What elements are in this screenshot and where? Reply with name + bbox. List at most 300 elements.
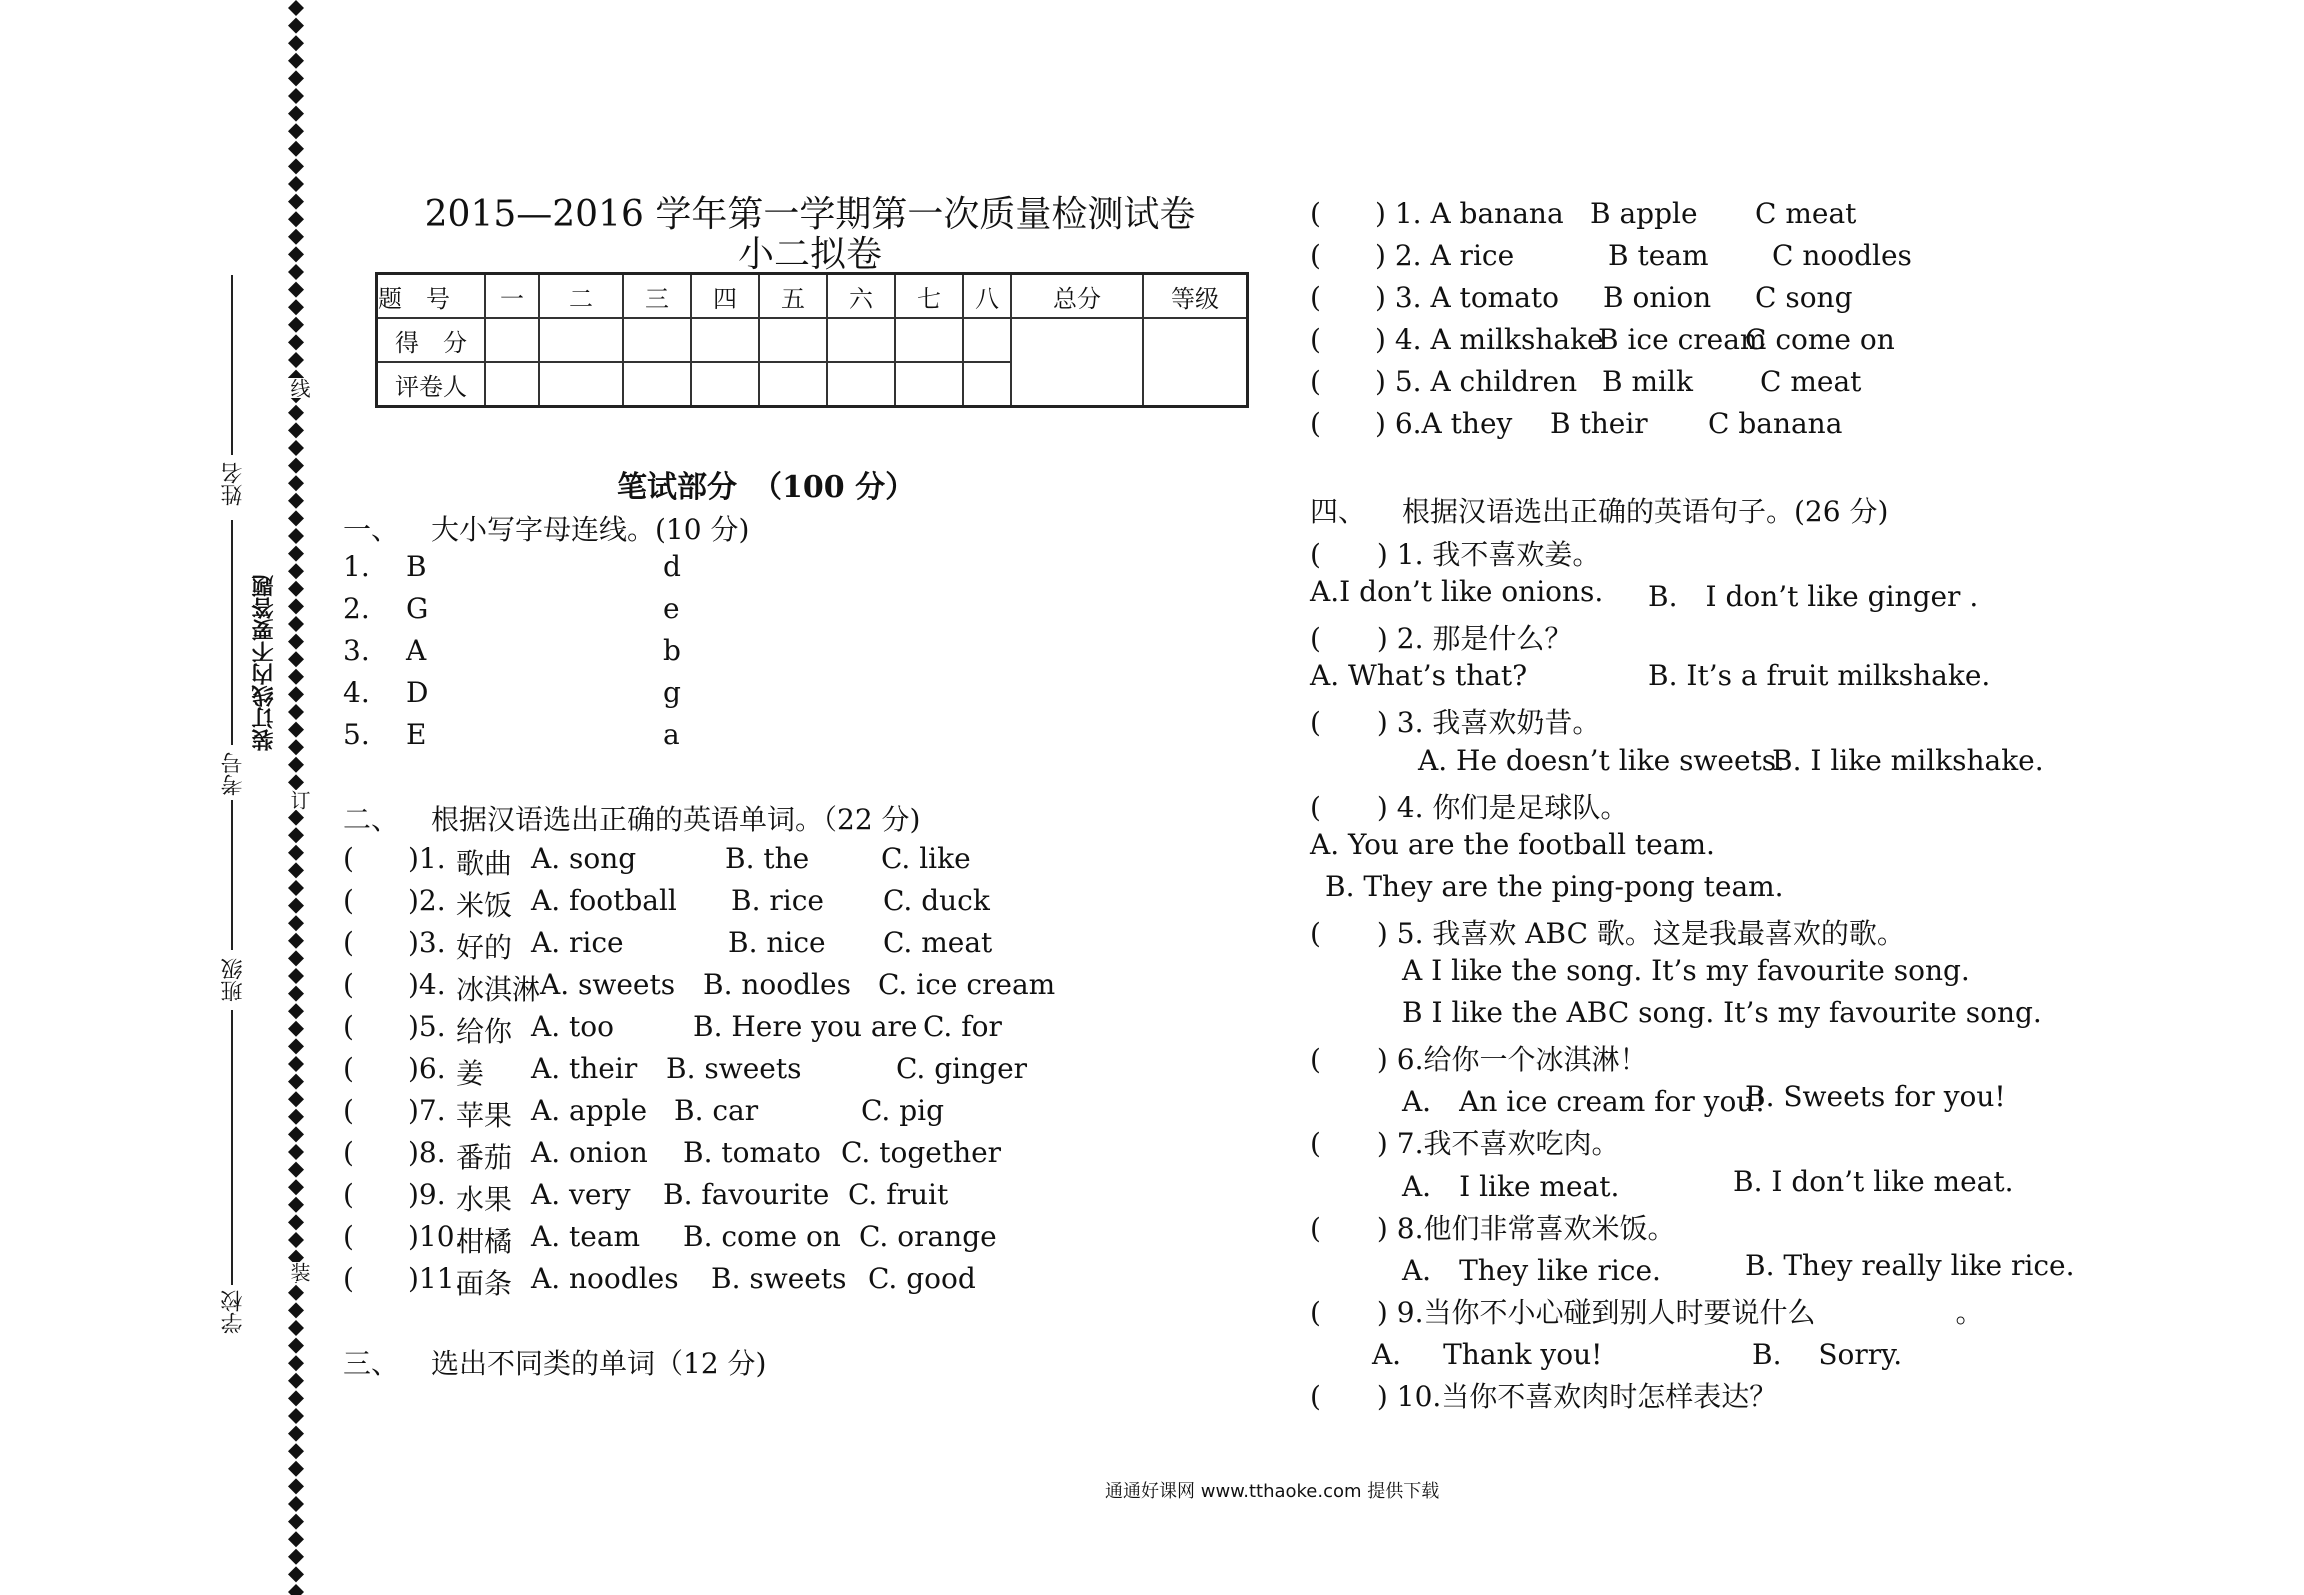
answer-blank[interactable]: ( (343, 1136, 354, 1169)
diamond-mark (288, 1197, 304, 1213)
diamond-mark (288, 1478, 304, 1494)
question-line: ( ) 3. 我喜欢奶昔。 (1310, 706, 1601, 740)
option-a[interactable]: A. very (531, 1178, 631, 1211)
grader-cell[interactable] (539, 362, 623, 407)
question-row (343, 926, 1043, 964)
question-row (1310, 407, 1910, 441)
diamond-mark (288, 1214, 304, 1230)
question-row (1310, 197, 1910, 231)
part1-heading-text: 大小写字母连线。(10 分) (431, 513, 750, 546)
row-label: 题 号 (377, 274, 486, 319)
question-number: )1. (408, 842, 446, 875)
question-row (343, 1262, 1043, 1300)
option-line[interactable]: B I like the ABC song. It’s my favourite song. (1402, 996, 2042, 1030)
diamond-mark (288, 334, 304, 350)
part2-heading (343, 798, 921, 838)
diamond-mark (288, 1496, 304, 1512)
option-b[interactable]: B. the (725, 842, 810, 875)
score-cell[interactable] (759, 318, 827, 362)
chinese-word: 好的 (456, 931, 513, 964)
name-line (231, 275, 233, 455)
diamond-mark (288, 651, 304, 667)
answer-blank[interactable]: ( (343, 1262, 354, 1295)
exam-no-line (231, 520, 233, 745)
chinese-word: 给你 (456, 1015, 513, 1048)
option-a[interactable]: A. noodles (531, 1262, 679, 1295)
diamond-mark (288, 634, 304, 650)
option-line[interactable]: B. They really like rice. (1745, 1248, 2075, 1282)
diamond-mark (288, 123, 304, 139)
diamond-mark (288, 422, 304, 438)
diamond-mark (288, 106, 304, 122)
diamond-mark (288, 264, 304, 280)
grader-cell[interactable] (759, 362, 827, 407)
diamond-mark (288, 229, 304, 245)
option-b[interactable]: B their (1550, 407, 1648, 440)
diamond-mark (288, 53, 304, 69)
uppercase-letter: E (406, 718, 427, 751)
part2-heading-text: 根据汉语选出正确的英语单词。（22 分) (431, 803, 921, 836)
diamond-mark (288, 194, 304, 210)
question-number: )11. (408, 1262, 464, 1295)
question-row (343, 1178, 1043, 1216)
diamond-mark (288, 1549, 304, 1565)
match-item (343, 676, 743, 710)
question-option-a[interactable]: ) 6.A they (1375, 407, 1513, 440)
option-line[interactable]: B. Sweets for you! (1745, 1080, 2006, 1114)
answer-blank[interactable]: ( (343, 1010, 354, 1043)
exam-title: 2015—2016 学年第一学期第一次质量检测试卷 (424, 194, 1196, 235)
diamond-mark (288, 211, 304, 227)
option-c[interactable]: C. good (868, 1262, 976, 1295)
option-line[interactable]: A． I like meat. (1402, 1169, 1620, 1203)
chinese-word: 冰淇淋 (456, 973, 541, 1006)
option-b[interactable]: B team (1608, 239, 1709, 272)
question-number: )5. (408, 1010, 446, 1043)
option-c[interactable]: C. together (841, 1136, 1002, 1169)
question-line: ( ) 1. 我不喜欢姜。 (1310, 538, 1601, 571)
option-a[interactable]: A. their (531, 1052, 638, 1085)
score-cell[interactable] (895, 318, 963, 362)
question-line: ( ) 6.给你一个冰淇淋！ (1310, 1043, 1648, 1077)
diamond-mark (288, 1514, 304, 1530)
answer-blank[interactable]: ( (343, 968, 354, 1001)
diamond-mark (288, 810, 304, 826)
option-b[interactable]: B milk (1602, 365, 1693, 398)
item-number: 1. (343, 550, 370, 583)
question-number: )3. (408, 926, 446, 959)
option-line[interactable]: A. What’s that? (1310, 659, 1528, 693)
question-number: )8. (408, 1136, 446, 1169)
part4-heading-num: 四、 (1310, 495, 1367, 528)
part2-heading-num: 二、 (343, 803, 400, 836)
total-cell[interactable] (1011, 318, 1143, 407)
lowercase-letter: b (663, 634, 681, 667)
class-label: 班级 (221, 958, 246, 1002)
diamond-mark (288, 1320, 304, 1336)
option-c[interactable]: C. fruit (848, 1178, 949, 1211)
col-header: 五 (759, 274, 827, 319)
option-b[interactable]: B. rice (731, 884, 824, 917)
option-line[interactable]: A. He doesn’t like sweets. (1418, 743, 1786, 777)
question-line: ( ) 4. 你们是足球队。 (1310, 790, 1629, 824)
option-line[interactable]: B. They are the ping-pong team. (1325, 869, 1784, 903)
diamond-mark (288, 70, 304, 86)
diamond-mark (288, 246, 304, 262)
diamond-mark (288, 158, 304, 174)
diamond-mark (288, 1038, 304, 1054)
diamond-mark (288, 845, 304, 861)
diamond-mark (288, 968, 304, 984)
diamond-mark (288, 757, 304, 773)
diamond-mark (288, 141, 304, 157)
question-line: ( ) 7.我不喜欢吃肉。 (1310, 1127, 1620, 1161)
option-c[interactable]: C. meat (883, 926, 993, 959)
diamond-mark (288, 528, 304, 544)
line-mark: 线 (285, 378, 314, 398)
diamond-mark (288, 1074, 304, 1090)
diamond-mark (288, 1021, 304, 1037)
uppercase-letter: D (406, 676, 429, 709)
option-line[interactable]: A. You are the football team. (1310, 827, 1715, 861)
zhuang-mark: 装 (285, 1262, 314, 1282)
option-c[interactable]: C. ice cream (878, 968, 1056, 1001)
score-table (375, 272, 1249, 408)
answer-blank[interactable]: ( (343, 1220, 354, 1253)
score-header-row (377, 274, 1248, 319)
question-number: )7. (408, 1094, 446, 1127)
question-line: ( ) 9.当你不小心碰到别人时要说什么 。 (1310, 1295, 1984, 1329)
diamond-mark (288, 282, 304, 298)
lowercase-letter: g (663, 676, 681, 709)
question-row (343, 842, 1043, 880)
option-b[interactable]: B. favourite (663, 1178, 830, 1211)
binding-warning: 装订线内不要答题 (251, 575, 277, 751)
diamond-mark (288, 739, 304, 755)
question-row (1310, 281, 1910, 315)
question-line: ( ) 8.他们非常喜欢米饭。 (1310, 1211, 1676, 1245)
diamond-mark (288, 933, 304, 949)
section-title: 笔试部分 （100 分） (617, 470, 916, 505)
diamond-mark (288, 581, 304, 597)
question-row (343, 968, 1056, 1006)
question-row (343, 884, 1043, 922)
diamond-mark (288, 1144, 304, 1160)
option-b[interactable]: B apple (1590, 197, 1698, 230)
diamond-mark (288, 546, 304, 562)
score-cell[interactable] (485, 318, 539, 362)
answer-blank[interactable]: ( (1310, 239, 1321, 272)
diamond-mark (288, 722, 304, 738)
answer-blank[interactable]: ( (343, 842, 354, 875)
exam-subtitle: 小二拟卷 (737, 234, 882, 275)
match-item (343, 634, 743, 668)
option-a[interactable]: A. football (531, 884, 677, 917)
lowercase-letter: a (663, 718, 680, 751)
diamond-mark (288, 1566, 304, 1582)
answer-blank[interactable]: ( (343, 1052, 354, 1085)
option-line[interactable]: B. It’s a fruit milkshake. (1648, 659, 1991, 693)
option-c[interactable]: C come on (1745, 323, 1895, 356)
option-b[interactable]: B. tomato (683, 1136, 821, 1169)
grader-cell[interactable] (963, 362, 1011, 407)
diamond-mark (288, 1373, 304, 1389)
question-row (1310, 239, 1910, 273)
option-c[interactable]: C. ginger (896, 1052, 1028, 1085)
diamond-mark (288, 1179, 304, 1195)
part3-heading-text: 选出不同类的单词（12 分) (431, 1347, 767, 1380)
lowercase-letter: e (663, 592, 680, 625)
answer-blank[interactable]: ( (343, 1094, 354, 1127)
chinese-word: 面条 (456, 1267, 513, 1300)
option-c[interactable]: C song (1755, 281, 1853, 314)
col-header: 七 (895, 274, 963, 319)
part4-heading (1310, 490, 1889, 530)
chinese-word: 番茄 (456, 1141, 513, 1174)
school-label: 学校 (221, 1290, 246, 1334)
diamond-mark (288, 1584, 304, 1595)
row-label: 评卷人 (377, 362, 486, 407)
item-number: 4. (343, 676, 370, 709)
diamond-mark (288, 1408, 304, 1424)
score-cell[interactable] (691, 318, 759, 362)
option-line[interactable]: B. I like milkshake. (1772, 743, 2044, 777)
diamond-mark (288, 1426, 304, 1442)
diamond-mark (288, 1232, 304, 1248)
name-label: 姓名 (221, 462, 246, 506)
option-b[interactable]: B. noodles (703, 968, 851, 1001)
chinese-word: 姜 (456, 1057, 485, 1090)
diamond-mark (288, 598, 304, 614)
uppercase-letter: G (406, 592, 429, 625)
diamond-mark (288, 35, 304, 51)
match-item (343, 550, 743, 584)
diamond-mark (288, 1443, 304, 1459)
option-c[interactable]: C. duck (883, 884, 990, 917)
diamond-mark (288, 1531, 304, 1547)
diamond-mark (288, 1091, 304, 1107)
diamond-mark (288, 458, 304, 474)
question-line: ( ) 5. 我喜欢 ABC 歌。这是我最喜欢的歌。 (1310, 916, 1905, 950)
diamond-mark (288, 510, 304, 526)
score-cell[interactable] (623, 318, 691, 362)
chinese-word: 苹果 (456, 1099, 513, 1132)
lowercase-letter: d (663, 550, 681, 583)
diamond-mark (288, 898, 304, 914)
option-line[interactable]: B. I don’t like ginger . (1648, 580, 1979, 614)
option-line[interactable]: A.I don’t like onions. (1310, 575, 1604, 609)
exam-no-label: 考号 (221, 752, 246, 796)
diamond-mark (288, 1126, 304, 1142)
part3-heading (343, 1342, 767, 1382)
option-a[interactable]: A. apple (531, 1094, 648, 1127)
option-line[interactable]: A． They like rice. (1402, 1253, 1661, 1287)
question-row (343, 1094, 1043, 1132)
diamond-mark (288, 299, 304, 315)
score-points-row (377, 318, 1248, 362)
option-line[interactable]: B. Sorry. (1752, 1337, 1903, 1371)
option-a[interactable]: A. rice (531, 926, 624, 959)
option-a[interactable]: A. too (531, 1010, 614, 1043)
diamond-mark (288, 862, 304, 878)
diamond-mark (288, 1285, 304, 1301)
option-b[interactable]: B ice cream (1598, 323, 1767, 356)
grader-cell[interactable] (827, 362, 895, 407)
diamond-mark (288, 1003, 304, 1019)
item-number: 3. (343, 634, 370, 667)
ding-mark: 订 (285, 790, 314, 810)
diamond-mark (288, 616, 304, 632)
uppercase-letter: A (406, 634, 427, 667)
option-b[interactable]: B. nice (728, 926, 826, 959)
answer-blank[interactable]: ( (1310, 323, 1321, 356)
option-a[interactable]: A. sweets (540, 968, 676, 1001)
score-cell[interactable] (827, 318, 895, 362)
col-header: 四 (691, 274, 759, 319)
col-header: 等级 (1143, 274, 1248, 319)
chinese-word: 歌曲 (456, 847, 513, 880)
option-line[interactable]: B. I don’t like meat. (1733, 1164, 2014, 1198)
diamond-mark (288, 176, 304, 192)
part3-heading-num: 三、 (343, 1347, 400, 1380)
diamond-mark (288, 1302, 304, 1318)
diamond-mark (288, 317, 304, 333)
diamond-mark (288, 440, 304, 456)
diamond-mark (288, 1461, 304, 1477)
col-header: 一 (485, 274, 539, 319)
option-a[interactable]: A. onion (531, 1136, 648, 1169)
diamond-mark (288, 563, 304, 579)
diamond-mark (288, 0, 304, 16)
question-row (343, 1052, 1043, 1090)
option-c[interactable]: C meat (1755, 197, 1857, 230)
diamond-mark (288, 88, 304, 104)
item-number: 5. (343, 718, 370, 751)
grader-cell[interactable] (691, 362, 759, 407)
school-line (231, 1010, 233, 1285)
col-header: 六 (827, 274, 895, 319)
diamond-mark (288, 915, 304, 931)
diamond-mark (288, 880, 304, 896)
question-option-a[interactable]: ) 4. A milkshake (1375, 323, 1604, 356)
answer-blank[interactable]: ( (1310, 407, 1321, 440)
question-number: )6. (408, 1052, 446, 1085)
col-header: 二 (539, 274, 623, 319)
grader-cell[interactable] (485, 362, 539, 407)
option-c[interactable]: C banana (1708, 407, 1843, 440)
question-row (343, 1010, 1043, 1048)
question-number: )2. (408, 884, 446, 917)
score-cell[interactable] (539, 318, 623, 362)
diamond-mark (288, 475, 304, 491)
option-c[interactable]: C. orange (859, 1220, 997, 1253)
diamond-mark (288, 774, 304, 790)
item-number: 2. (343, 592, 370, 625)
diamond-mark (288, 493, 304, 509)
question-line: ( ) 10.当你不喜欢肉时怎样表达？ (1310, 1380, 1778, 1413)
question-number: )4. (408, 968, 446, 1001)
diamond-mark (288, 352, 304, 368)
option-b[interactable]: B onion (1603, 281, 1712, 314)
option-c[interactable]: C. like (881, 842, 971, 875)
col-header: 总分 (1011, 274, 1143, 319)
option-c[interactable]: C. for (923, 1010, 1002, 1043)
question-option-a[interactable]: ) 1. A banana (1375, 197, 1564, 230)
diamond-mark (288, 1109, 304, 1125)
class-line (231, 800, 233, 950)
grader-cell[interactable] (895, 362, 963, 407)
match-item (343, 592, 743, 626)
match-item (343, 718, 743, 752)
option-b[interactable]: B. sweets (666, 1052, 802, 1085)
question-option-a[interactable]: ) 3. A tomato (1375, 281, 1560, 314)
question-option-a[interactable]: ) 2. A rice (1375, 239, 1515, 272)
score-cell[interactable] (963, 318, 1011, 362)
grader-cell[interactable] (623, 362, 691, 407)
option-b[interactable]: B. come on (683, 1220, 841, 1253)
option-line[interactable]: A I like the song. It’s my favourite song. (1402, 954, 1970, 987)
option-b[interactable]: B. Here you are (693, 1010, 918, 1043)
footer-credit: 通通好课网 www.tthaoke.com 提供下载 (1105, 1481, 1440, 1502)
answer-blank[interactable]: ( (343, 884, 354, 917)
option-a[interactable]: A. team (531, 1220, 641, 1253)
option-b[interactable]: B. sweets (711, 1262, 847, 1295)
diamond-mark (288, 18, 304, 34)
option-a[interactable]: A. song (531, 842, 637, 875)
diamond-mark (288, 827, 304, 843)
uppercase-letter: B (406, 550, 427, 583)
answer-blank[interactable]: ( (1310, 281, 1321, 314)
diamond-mark (288, 405, 304, 421)
answer-blank[interactable]: ( (1310, 365, 1321, 398)
question-option-a[interactable]: ) 5. A children (1375, 365, 1578, 398)
col-header: 八 (963, 274, 1011, 319)
option-c[interactable]: C meat (1760, 365, 1862, 398)
diamond-mark (288, 1390, 304, 1406)
question-row (1310, 323, 1910, 357)
question-number: )9. (408, 1178, 446, 1211)
question-row (1310, 365, 1910, 399)
question-row (343, 1220, 1043, 1258)
answer-blank[interactable]: ( (343, 926, 354, 959)
col-header: 三 (623, 274, 691, 319)
option-b[interactable]: B. car (674, 1094, 759, 1127)
option-line[interactable]: A． An ice cream for you! (1402, 1085, 1766, 1119)
chinese-word: 米饭 (456, 889, 513, 922)
part1-heading (343, 508, 750, 548)
diamond-mark (288, 950, 304, 966)
option-line[interactable]: A． Thank you! (1372, 1337, 1603, 1371)
answer-blank[interactable]: ( (1310, 197, 1321, 230)
chinese-word: 柑橘 (456, 1225, 513, 1258)
question-row (343, 1136, 1043, 1174)
grade-cell[interactable] (1143, 318, 1248, 407)
diamond-mark (288, 1355, 304, 1371)
question-line: ( ) 2. 那是什么？ (1310, 622, 1573, 656)
option-c[interactable]: C. pig (861, 1094, 945, 1127)
question-number: )10. (408, 1220, 464, 1253)
option-c[interactable]: C noodles (1772, 239, 1912, 272)
diamond-mark (288, 986, 304, 1002)
diamond-mark (288, 704, 304, 720)
diamond-mark (288, 1162, 304, 1178)
chinese-word: 水果 (456, 1183, 513, 1216)
part4-heading-text: 根据汉语选出正确的英语句子。(26 分) (1402, 495, 1889, 528)
answer-blank[interactable]: ( (343, 1178, 354, 1211)
diamond-mark (288, 1056, 304, 1072)
diamond-mark (288, 686, 304, 702)
diamond-mark (288, 1338, 304, 1354)
